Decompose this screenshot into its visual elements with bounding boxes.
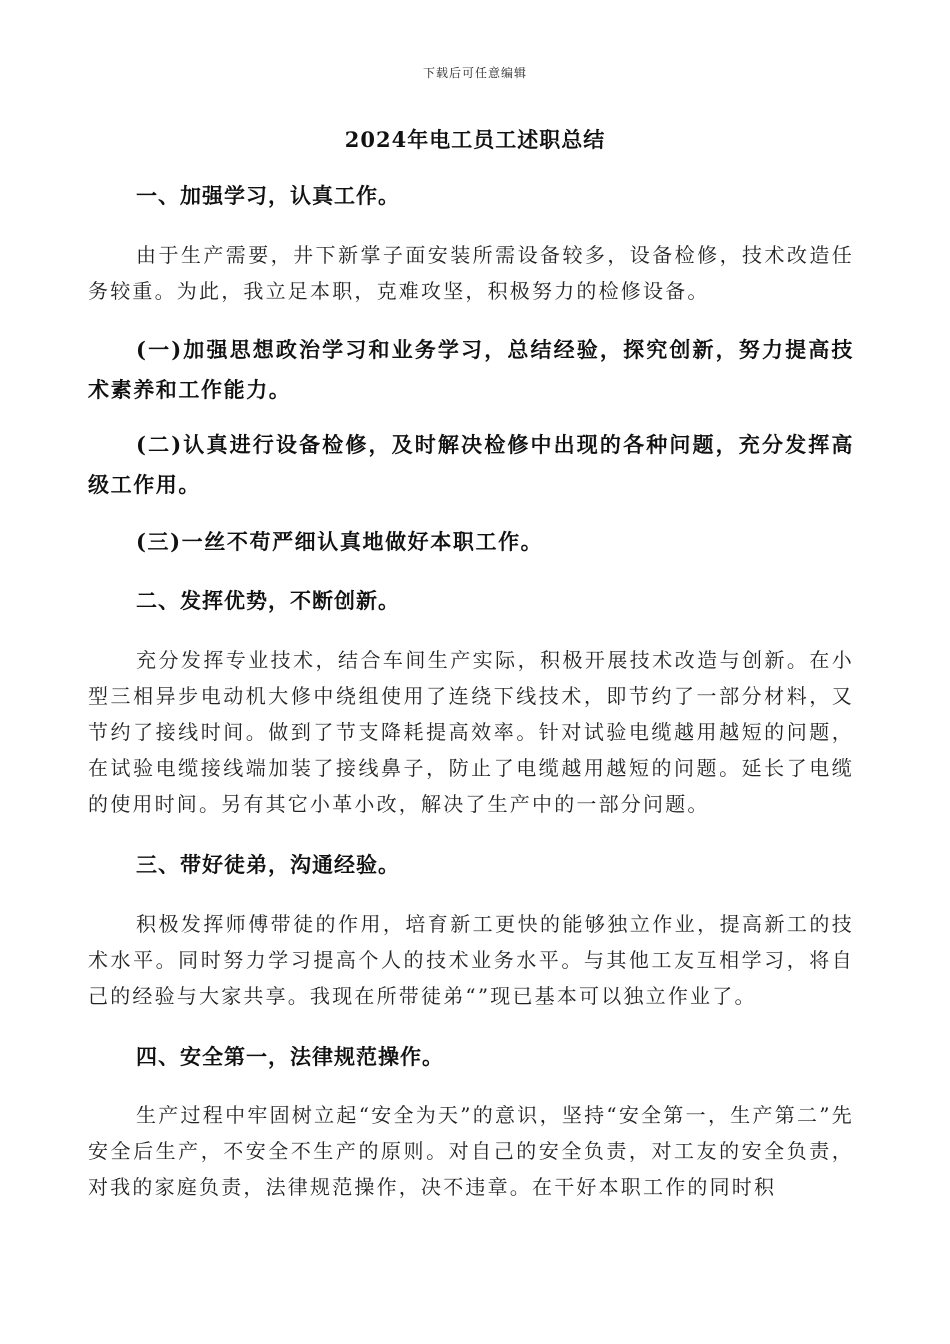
section-1-paragraph: 由于生产需要，井下新掌子面安装所需设备较多，设备检修，技术改造任务较重。为此，我立足本职，克难攻坚，积极努力的检修设备。 xyxy=(88,243,854,303)
section-1-subitem-3: (三)一丝不苟严细认真地做好本职工作。 xyxy=(136,529,544,554)
section-2-heading: 二、发挥优势，不断创新。 xyxy=(136,588,400,613)
section-4-heading: 四、安全第一，法律规范操作。 xyxy=(136,1044,444,1069)
section-1-heading: 一、加强学习，认真工作。 xyxy=(136,183,400,208)
section-3-paragraph: 积极发挥师傅带徒的作用，培育新工更快的能够独立作业，提高新工的技术水平。同时努力学习提高个人的技术业务水平。与其他工友互相学习，将自己的经验与大家共享。我现在所带徒弟“”现已基本可以独立作业了。 xyxy=(88,912,854,1008)
document-title: 2024年电工员工述职总结 xyxy=(344,127,606,152)
section-2-paragraph: 充分发挥专业技术，结合车间生产实际，积极开展技术改造与创新。在小型三相异步电动机大修中绕组使用了连绕下线技术，即节约了一部分材料，又节约了接线时间。做到了节支降耗提高效率。针对试验电缆越用越短的问题，在试验电缆接线端加装了接线鼻子，防止了电缆越用越短的问题。延长了电缆的使用时间。另有其它小革小改，解决了生产中的一部分问题。 xyxy=(88,648,854,816)
section-4-paragraph: 生产过程中牢固树立起“安全为天”的意识，坚持“安全第一，生产第二”先安全后生产，不安全不生产的原则。对自己的安全负责，对工友的安全负责，对我的家庭负责，法律规范操作，决不违章。在干好本职工作的同时积 xyxy=(88,1103,854,1199)
section-1-subitem-2: (二)认真进行设备检修，及时解决检修中出现的各种问题，充分发挥高级工作用。 xyxy=(88,432,854,497)
section-3-heading: 三、带好徒弟，沟通经验。 xyxy=(136,852,400,877)
header-note: 下载后可任意编辑 xyxy=(422,66,527,80)
section-1-subitem-1: (一)加强思想政治学习和业务学习，总结经验，探究创新，努力提高技术素养和工作能力。 xyxy=(88,337,854,402)
